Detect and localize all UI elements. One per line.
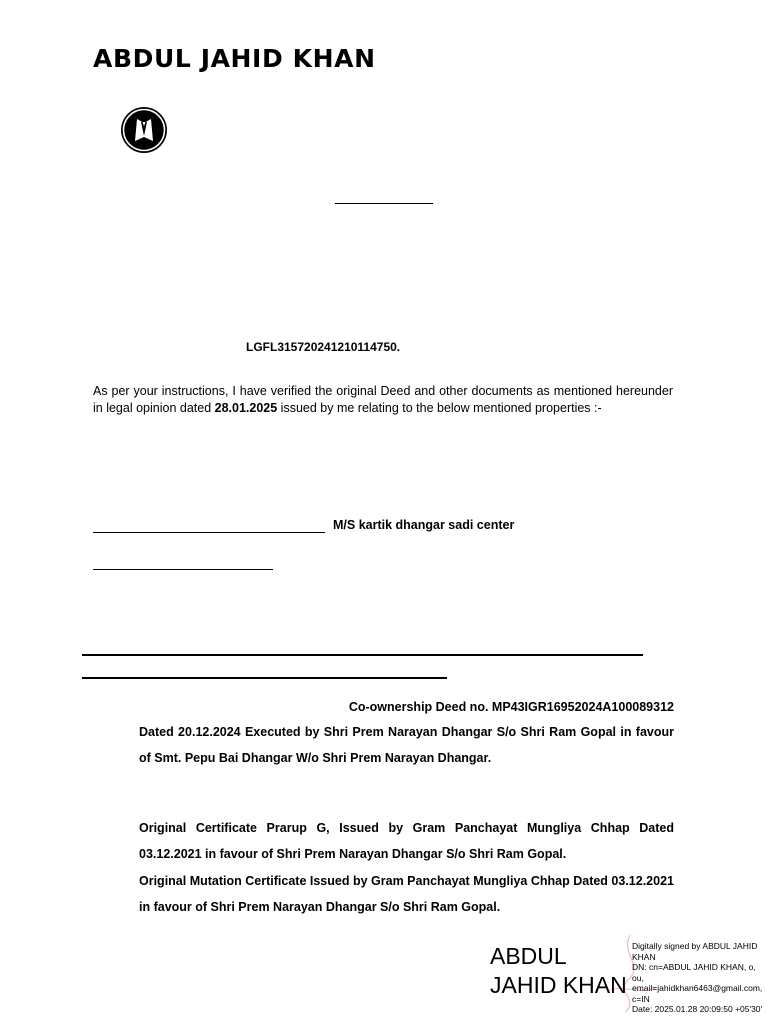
advocate-name-heading: ABDUL JAHID KHAN [93,44,376,73]
signature-detail-line: c=IN [632,993,650,1004]
separator-line-long [82,654,643,656]
deed-details: Dated 20.12.2024 Executed by Shri Prem Narayan Dhangar S/o Shri Ram Gopal in favour of Smt. Pepu Bai Dhangar W/o Shri Prem Narayan Dhangar. [139,725,674,765]
advocate-emblem-icon [120,106,168,154]
signature-detail-line: email=jahidkhan6463@gmail.com, [632,983,763,993]
loan-reference-number: LGFL315720241210114750. [246,340,401,354]
signatory-name-line-2: JAHID KHAN [490,972,627,998]
borrower-label-line [93,532,325,533]
signatory-name [490,942,627,1000]
signature-detail-line: Digitally signed by ABDUL JAHID [632,941,758,951]
deed-number-line: Co-ownership Deed no. MP43IGR16952024A100089312 [348,700,674,714]
intro-text-start: As per your instructions, I have verified the original Deed and other documents as mentioned hereunder in legal opinion dated [93,384,673,415]
signature-detail-line: DN: cn=ABDUL JAHID KHAN, o, ou, [632,962,756,983]
opinion-date: 28.01.2025 [214,401,278,415]
secondary-label-line [93,569,273,570]
mutation-certificate: Original Mutation Certificate Issued by Gram Panchayat Mungliya Chhap Dated 03.12.2021 in favour of Shri Prem Narayan Dhangar S/o Shri Ram Gopal. [139,874,674,914]
signatory-name-line-1: ABDUL [490,943,567,969]
separator-line-short [82,677,447,679]
title-underline [335,203,433,204]
intro-text-end: issued by me relating to the below mentioned properties :- [277,401,602,415]
signature-detail-line: KHAN [632,951,656,962]
borrower-firm-name: M/S kartik dhangar sadi center [333,518,515,532]
intro-paragraph [93,383,673,417]
certificate-prarup-g: Original Certificate Prarup G, Issued by Gram Panchayat Mungliya Chhap Dated 03.12.2021 in favour of Shri Prem Narayan Dhangar S/o Shri Ram Gopal. [139,821,674,861]
digital-signature-details [632,941,766,1015]
signature-detail-line: Date: 2025.01.28 20:09:50 +05'30' [632,1004,763,1014]
